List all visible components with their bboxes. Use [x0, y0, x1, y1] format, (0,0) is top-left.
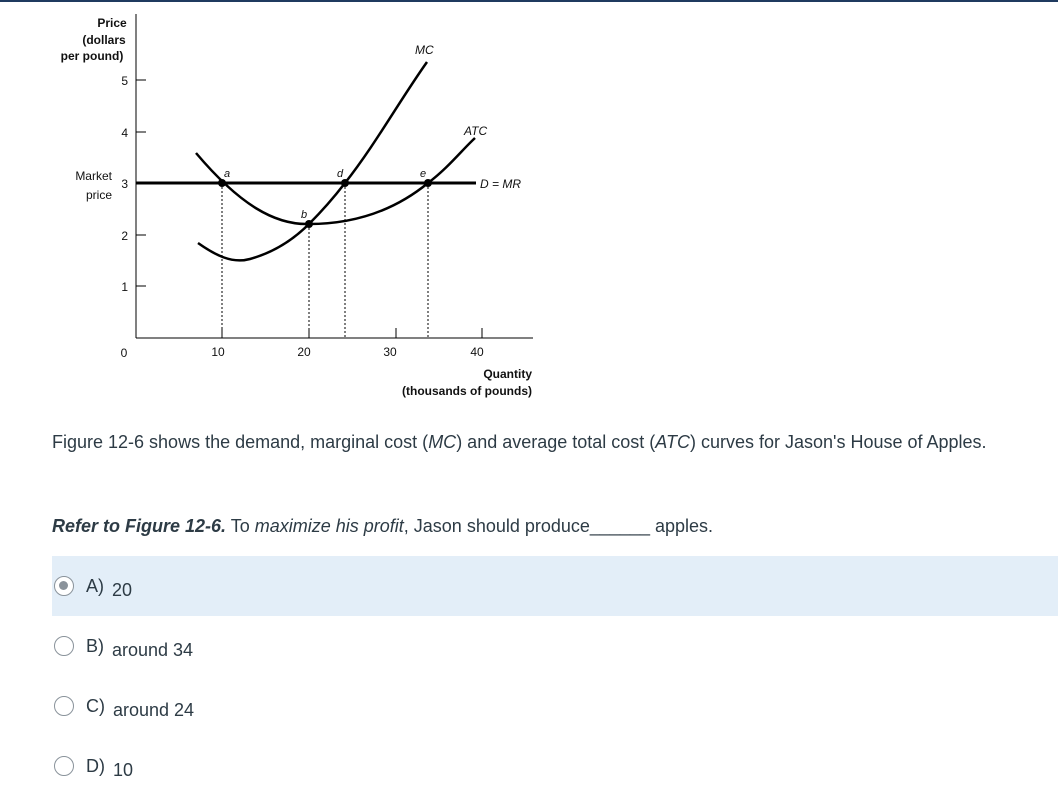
y-axis-label-line3: per pound)	[60, 49, 124, 63]
radio-button-c[interactable]	[54, 696, 74, 716]
mc-curve	[198, 62, 427, 260]
answer-value-c: around 24	[113, 699, 195, 720]
point-d-label: d	[337, 168, 344, 180]
question-blank: ______	[589, 516, 650, 536]
mc-label: MC	[415, 43, 434, 57]
y-tick-5	[121, 74, 146, 88]
point-b-label: b	[301, 209, 308, 221]
x-tick-label-40: 40	[470, 345, 484, 359]
origin-label: 0	[120, 346, 128, 360]
y-tick-label-2: 2	[121, 229, 128, 243]
caption-text-3: ) curves for Jason's House of Apples.	[689, 432, 987, 452]
question-figure-ref: Refer to Figure 12-6.	[52, 516, 227, 536]
answer-option-b[interactable]	[52, 616, 1058, 676]
radio-button-a[interactable]	[54, 576, 74, 596]
caption-mc: MC	[428, 432, 457, 452]
answer-letter-b: B)	[86, 635, 104, 656]
atc-label: ATC	[464, 124, 488, 138]
x-tick-label-20: 20	[297, 345, 311, 359]
question-text-3: apples.	[650, 516, 714, 536]
market-price-label-line1: Market	[75, 169, 112, 183]
radio-button-d[interactable]	[54, 756, 74, 776]
question-text-2: , Jason should produce	[403, 516, 590, 536]
demand-label: D = MR	[480, 177, 522, 191]
point-d-marker	[341, 179, 349, 187]
question-text	[52, 516, 713, 537]
radio-button-b[interactable]	[54, 636, 74, 656]
caption-text-1: Figure 12-6 shows the demand, marginal cost (	[52, 432, 429, 452]
y-tick-1	[121, 280, 146, 294]
x-tick-label-10: 10	[211, 345, 225, 359]
atc-curve	[196, 138, 475, 224]
caption-atc: ATC	[655, 432, 690, 452]
answer-value-a: 20	[112, 579, 133, 600]
y-tick-2	[121, 229, 146, 243]
x-axis-label-line2: (thousands of pounds)	[402, 384, 532, 398]
x-tick-10	[211, 328, 225, 359]
x-tick-30	[383, 328, 397, 359]
answer-letter-a: A)	[86, 575, 104, 596]
y-axis-label-line1: Price	[97, 16, 127, 30]
point-e-marker	[424, 179, 432, 187]
point-b-marker	[305, 220, 313, 228]
question-emphasis: maximize his profit	[254, 516, 404, 536]
answer-letter-c: C)	[86, 695, 105, 716]
y-axis-label-line2: (dollars	[82, 33, 126, 47]
point-a-label: a	[224, 168, 231, 180]
y-tick-label-5: 5	[121, 74, 128, 88]
caption-text-2: ) and average total cost (	[456, 432, 656, 452]
answer-option-a[interactable]	[52, 556, 1058, 616]
figure-caption	[52, 432, 987, 453]
x-tick-label-30: 30	[383, 345, 397, 359]
x-axis-label-line1: Quantity	[483, 367, 532, 381]
answer-option-c[interactable]	[52, 676, 1058, 736]
question-text-1: To	[226, 516, 255, 536]
answer-value-d: 10	[113, 759, 134, 780]
answer-option-d[interactable]	[52, 736, 1058, 796]
y-tick-4	[121, 126, 146, 140]
point-e-label: e	[420, 168, 427, 180]
y-tick-label-3: 3	[121, 177, 128, 191]
answer-letter-d: D)	[86, 755, 105, 776]
y-tick-label-4: 4	[121, 126, 128, 140]
y-tick-label-1: 1	[121, 280, 128, 294]
market-price-label-line2: price	[85, 188, 112, 202]
x-tick-40	[470, 328, 484, 359]
cost-curves-figure	[0, 0, 560, 410]
point-a-marker	[218, 179, 226, 187]
answer-value-b: around 34	[112, 639, 194, 660]
